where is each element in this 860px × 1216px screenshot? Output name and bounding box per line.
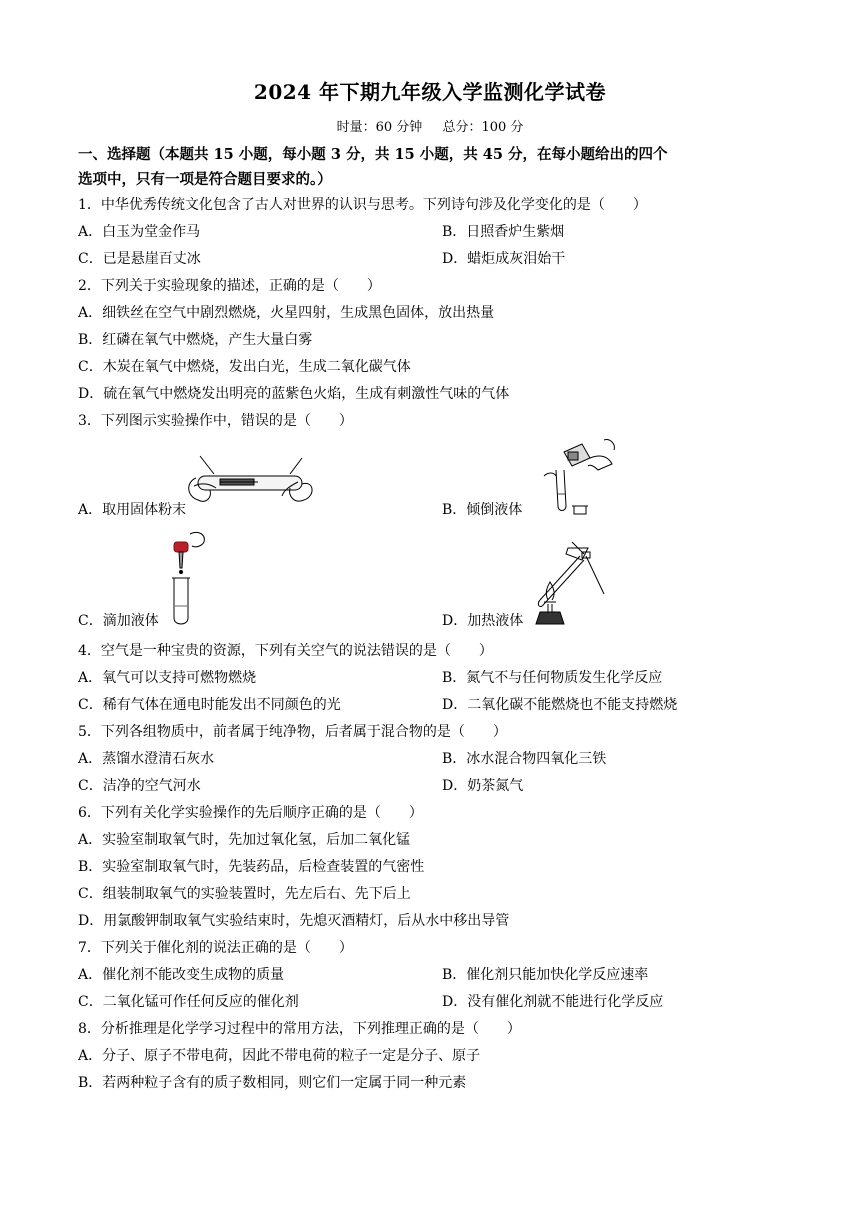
figure-pouring-liquid: [538, 436, 628, 522]
figure-dropping-liquid: [160, 528, 220, 628]
question-4-option-c: C．稀有气体在通电时能发出不同颜色的光: [78, 697, 341, 713]
question-1-option-d: D．蜡炬成灰泪始干: [442, 251, 566, 267]
question-6-option-c: C．组装制取氧气的实验装置时，先左后右、先下后上: [78, 886, 411, 902]
section-heading-line1: 一、选择题（本题共 15 小题，每小题 3 分，共 15 小题，共 45 分，在每小题给出的四个: [78, 146, 668, 163]
figure-powder-trough: [190, 456, 310, 520]
question-3-option-a: A．取用固体粉末: [78, 502, 187, 518]
question-6-option-d: D．用氯酸钾制取氧气实验结束时，先熄灭酒精灯，后从水中移出导管: [78, 913, 510, 929]
question-5-option-d: D．奶茶氮气: [442, 778, 524, 794]
question-8-option-b: B．若两种粒子含有的质子数相同，则它们一定属于同一种元素: [78, 1075, 467, 1091]
question-1-stem: 1．中华优秀传统文化包含了古人对世界的认识与思考。下列诗句涉及化学变化的是（ ）: [78, 197, 647, 213]
exam-meta: [0, 116, 860, 135]
question-6-option-b: B．实验室制取氧气时，先装药品，后检查装置的气密性: [78, 859, 425, 875]
question-4-option-d: D．二氧化碳不能燃烧也不能支持燃烧: [442, 697, 678, 713]
question-3-option-b: B．倾倒液体: [442, 502, 523, 518]
exam-time: 时量：60 分钟: [336, 120, 423, 135]
question-2-stem: 2．下列关于实验现象的描述，正确的是（ ）: [78, 278, 381, 294]
figure-heating-liquid: [526, 538, 612, 630]
question-3-option-c: C．滴加液体: [78, 613, 159, 629]
question-7-option-c: C．二氧化锰可作任何反应的催化剂: [78, 994, 299, 1010]
question-2-option-a: A．细铁丝在空气中剧烈燃烧，火星四射，生成黑色固体，放出热量: [78, 305, 495, 321]
question-1-option-b: B．日照香炉生紫烟: [442, 224, 565, 240]
question-1-option-c: C．已是悬崖百丈冰: [78, 251, 201, 267]
question-8-option-a: A．分子、原子不带电荷，因此不带电荷的粒子一定是分子、原子: [78, 1048, 481, 1064]
question-7-option-a: A．催化剂不能改变生成物的质量: [78, 967, 285, 983]
question-4-option-b: B．氮气不与任何物质发生化学反应: [442, 670, 663, 686]
exam-score: 总分：100 分: [442, 120, 524, 135]
question-2-option-c: C．木炭在氧气中燃烧，发出白光，生成二氧化碳气体: [78, 359, 411, 375]
question-2-option-d: D．硫在氧气中燃烧发出明亮的蓝紫色火焰，生成有刺激性气味的气体: [78, 386, 510, 402]
question-2-option-b: B．红磷在氧气中燃烧，产生大量白雾: [78, 332, 313, 348]
question-8-stem: 8．分析推理是化学学习过程中的常用方法，下列推理正确的是（ ）: [78, 1021, 521, 1037]
question-5-option-c: C．洁净的空气河水: [78, 778, 201, 794]
exam-title: 2024 年下期九年级入学监测化学试卷: [253, 80, 607, 104]
question-6-stem: 6．下列有关化学实验操作的先后顺序正确的是（ ）: [78, 805, 423, 821]
section-heading-line2: 选项中，只有一项是符合题目要求的。）: [78, 171, 332, 188]
question-6-option-a: A．实验室制取氧气时，先加过氧化氢，后加二氧化锰: [78, 832, 411, 848]
question-7-stem: 7．下列关于催化剂的说法正确的是（ ）: [78, 940, 353, 956]
question-5-stem: 5．下列各组物质中，前者属于纯净物，后者属于混合物的是（ ）: [78, 724, 507, 740]
question-5-option-a: A．蒸馏水澄清石灰水: [78, 751, 215, 767]
question-7-option-d: D．没有催化剂就不能进行化学反应: [442, 994, 664, 1010]
question-4-stem: 4．空气是一种宝贵的资源，下列有关空气的说法错误的是（ ）: [78, 643, 493, 659]
question-3-option-d: D．加热液体: [442, 613, 524, 629]
question-7-option-b: B．催化剂只能加快化学反应速率: [442, 967, 649, 983]
section-heading: [78, 142, 790, 192]
question-4-option-a: A．氧气可以支持可燃物燃烧: [78, 670, 257, 686]
question-5-option-b: B．冰水混合物四氧化三铁: [442, 751, 607, 767]
question-3-stem: 3．下列图示实验操作中，错误的是（ ）: [78, 413, 353, 429]
question-1-option-a: A．白玉为堂金作马: [78, 224, 201, 240]
